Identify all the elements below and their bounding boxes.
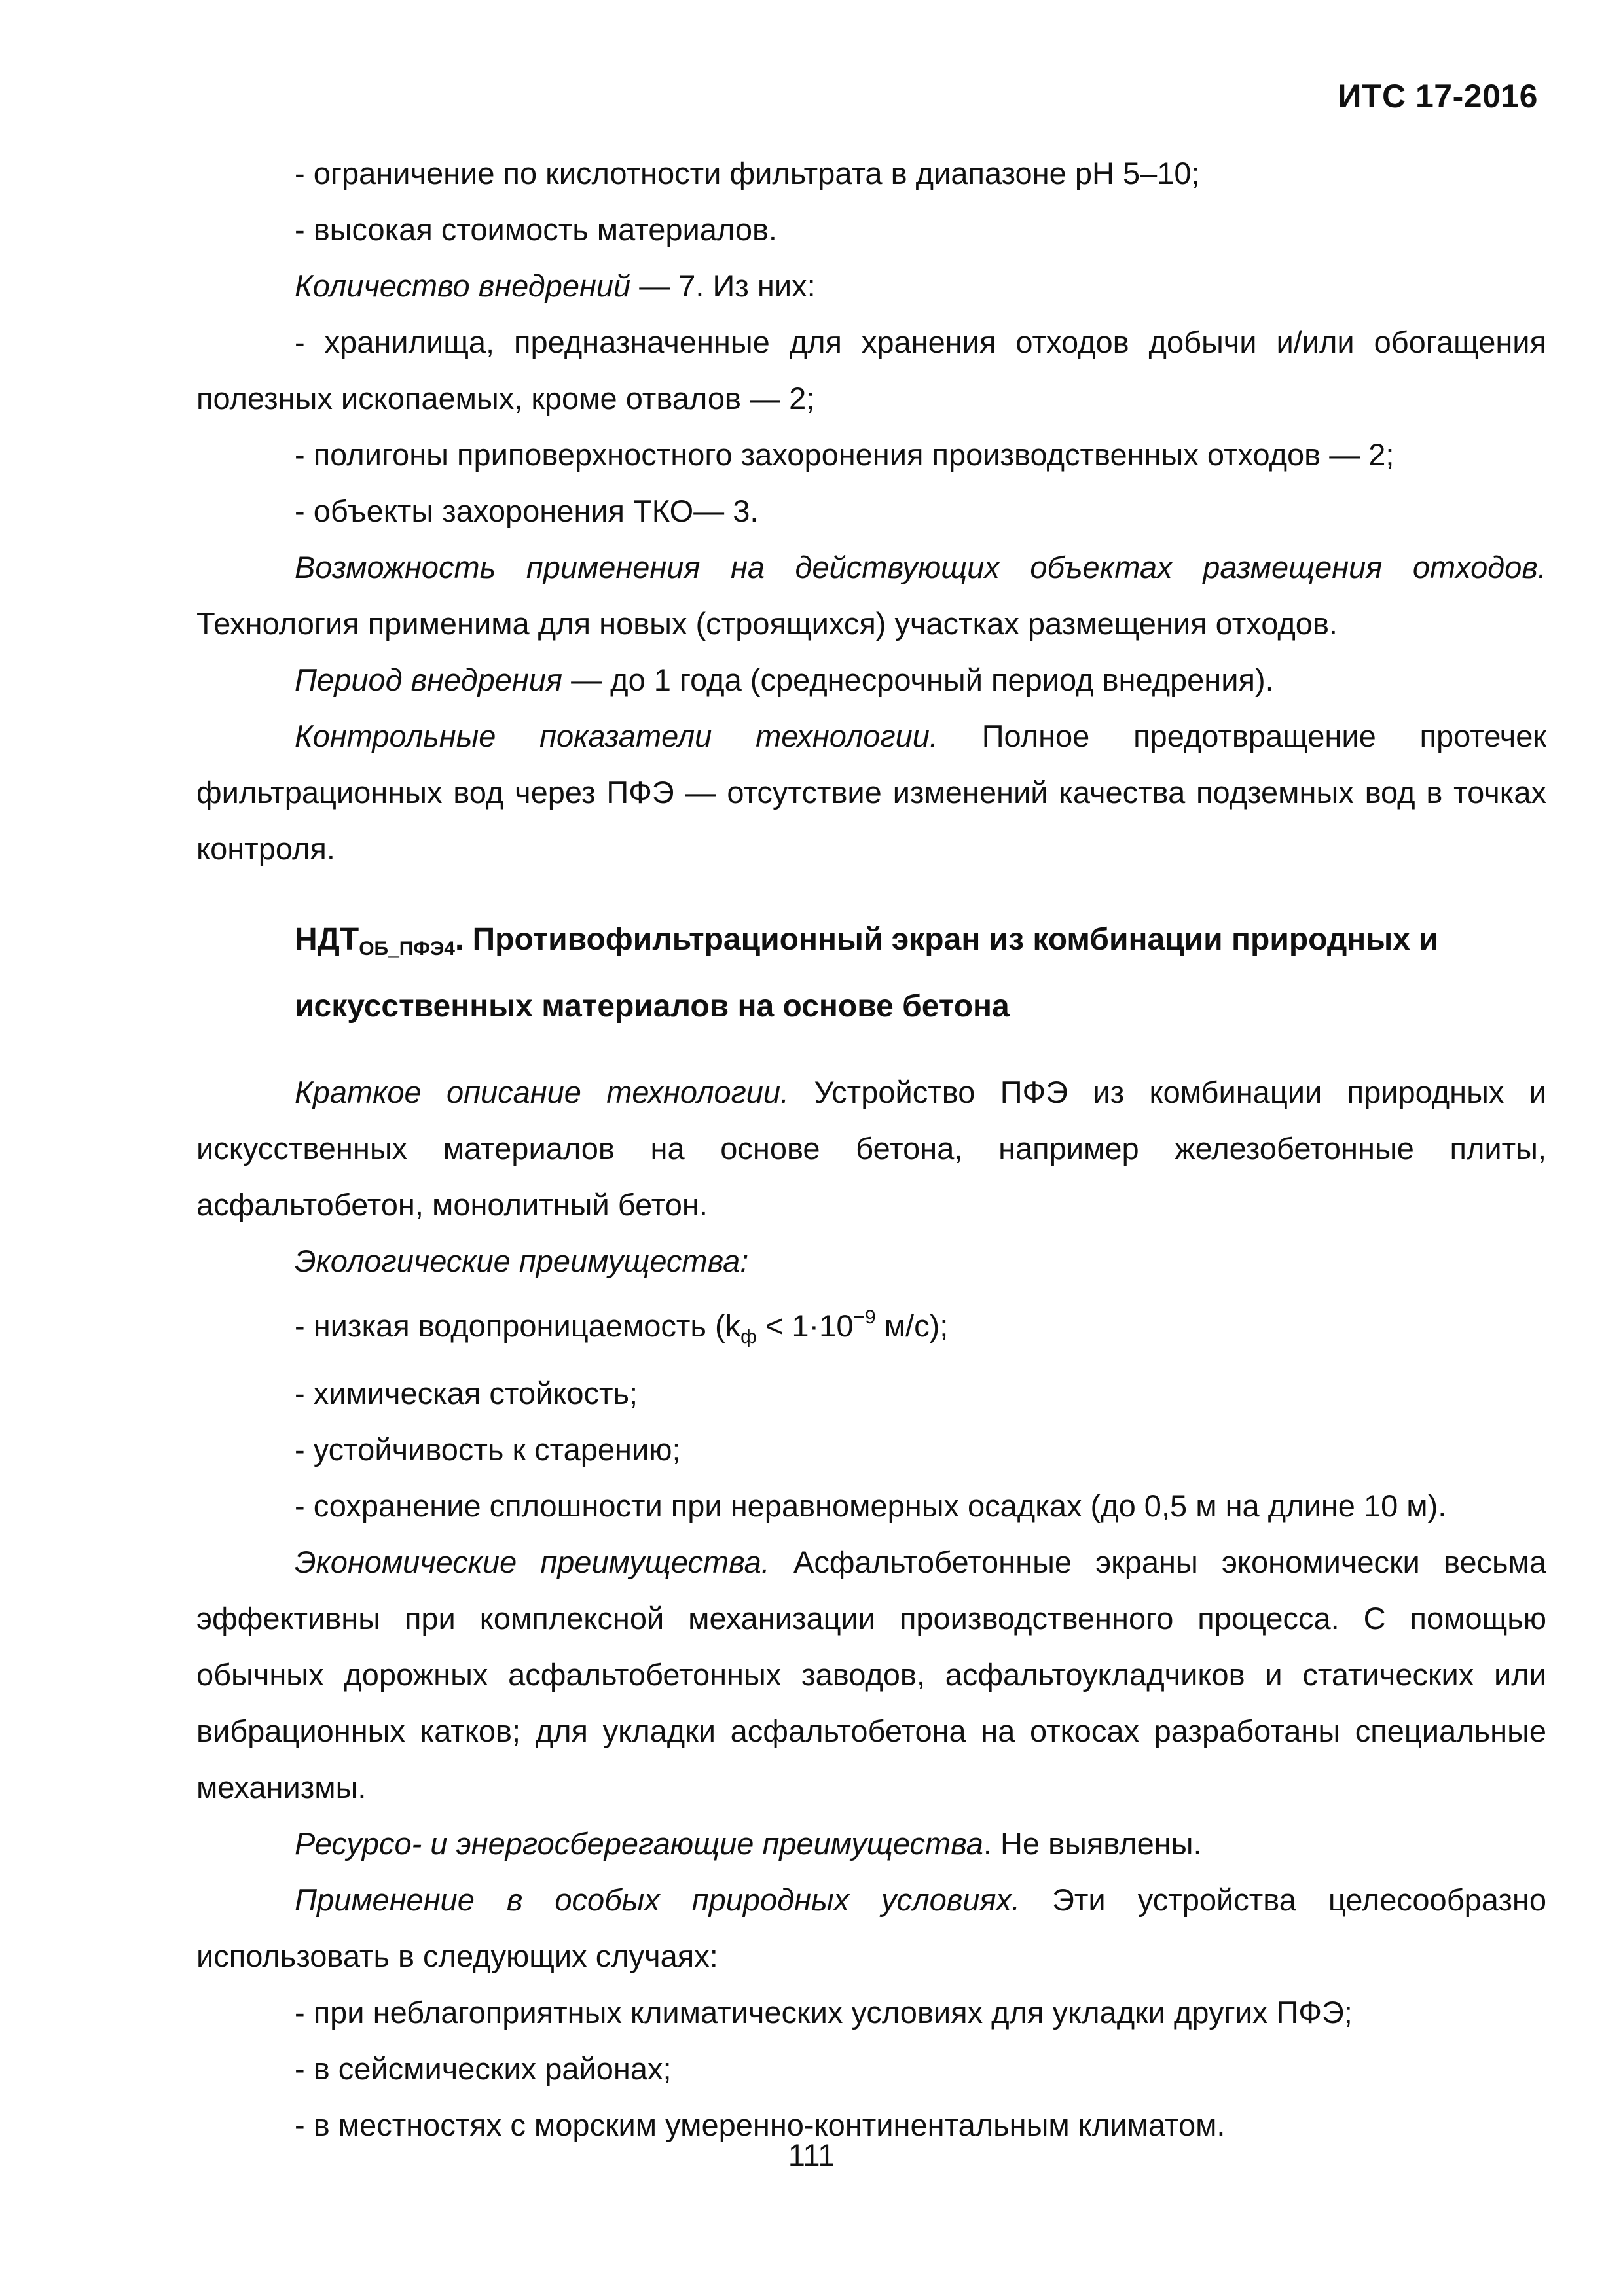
- list-item: [196, 1289, 1546, 1365]
- permeability-text: - низкая водопроницаемость (k: [295, 1308, 741, 1343]
- list-item: - хранилища, предназначенные для хранения отходов добычи и/или обогащения полезных ископаемых, кроме отвалов — 2;: [196, 325, 1546, 416]
- paragraph-special-conditions: [196, 1872, 1546, 1984]
- economic-label: Экономические преимущества.: [295, 1545, 770, 1579]
- permeability-subscript: ф: [740, 1326, 757, 1348]
- description-label: Краткое описание технологии.: [295, 1075, 790, 1109]
- list-item: - при неблагоприятных климатических условиях для укладки других ПФЭ;: [295, 1995, 1353, 2030]
- list-item: - объекты захоронения ТКО— 3.: [295, 493, 759, 528]
- section-title: . Противофильтрационный экран из комбинации природных и искусственных материалов на основе бетона: [295, 922, 1438, 1024]
- list-item: - в местностях с морским умеренно-континентальным климатом.: [295, 2108, 1226, 2142]
- applicability-label: Возможность применения на действующих объектах размещения отходов.: [295, 550, 1546, 584]
- list-item: - ограничение по кислотности фильтрата в диапазоне pH 5–10;: [295, 156, 1200, 190]
- implementations-label: Количество внедрений: [295, 268, 631, 303]
- paragraph-implementations: [196, 258, 1546, 314]
- list-item: - химическая стойкость;: [295, 1376, 638, 1410]
- period-label: Период внедрения: [295, 662, 563, 697]
- page-number: 111: [788, 2138, 835, 2172]
- special-label: Применение в особых природных условиях.: [295, 1882, 1021, 1917]
- section-subscript: ОБ_ПФЭ4: [359, 938, 455, 960]
- section-prefix: НДТ: [295, 922, 359, 957]
- permeability-value: < 1·10: [756, 1308, 854, 1343]
- paragraph-description: [196, 1064, 1546, 1233]
- permeability-unit: м/с);: [875, 1308, 949, 1343]
- list-item: - устойчивость к старению;: [295, 1432, 681, 1467]
- paragraph-control: [196, 708, 1546, 877]
- period-text: — до 1 года (среднесрочный период внедрения).: [562, 662, 1274, 697]
- control-text: Полное предотвращение протечек фильтрационных вод через ПФЭ — отсутствие изменений качества подземных вод в точках контроля.: [196, 719, 1546, 866]
- paragraph-economic: [196, 1534, 1546, 1816]
- permeability-exponent: −9: [853, 1306, 876, 1328]
- control-label: Контрольные показатели технологии.: [295, 719, 938, 753]
- paragraph-applicability: [196, 539, 1546, 652]
- page-content: [196, 145, 1546, 2153]
- special-text: Эти устройства целесообразно использовать в следующих случаях:: [196, 1882, 1547, 1973]
- paragraph-resource: [196, 1816, 1546, 1872]
- eco-label: Экологические преимущества:: [295, 1244, 749, 1278]
- resource-text: . Не выявлены.: [983, 1826, 1202, 1861]
- list-item: - сохранение сплошности при неравномерных осадках (до 0,5 м на длине 10 м).: [295, 1488, 1447, 1523]
- applicability-text: Технология применима для новых (строящихся) участках размещения отходов.: [196, 606, 1338, 641]
- list-item: - в сейсмических районах;: [295, 2051, 672, 2086]
- description-text: Устройство ПФЭ из комбинации природных и искусственных материалов на основе бетона, например железобетонные плиты, асфальтобетон, монолитный бетон.: [196, 1075, 1546, 1222]
- paragraph-period: [196, 652, 1546, 708]
- document-code: ИТС 17-2016: [1338, 78, 1538, 115]
- section-heading: [196, 911, 1546, 1035]
- paragraph-eco-heading: [196, 1233, 1546, 1289]
- implementations-text: — 7. Из них:: [630, 268, 816, 303]
- resource-label: Ресурсо- и энергосберегающие преимущества: [295, 1826, 983, 1861]
- economic-text: Асфальтобетонные экраны экономически весьма эффективны при комплексной механизации производственного процесса. С помощью обычных дорожных асфальтобетонных заводов, асфальтоукладчиков и статических или вибрационных катков; для укладки асфальтобетона на откосах разработаны специальные механизмы.: [196, 1545, 1546, 1804]
- list-item: - высокая стоимость материалов.: [295, 212, 777, 247]
- list-item: - полигоны приповерхностного захоронения производственных отходов — 2;: [295, 437, 1395, 472]
